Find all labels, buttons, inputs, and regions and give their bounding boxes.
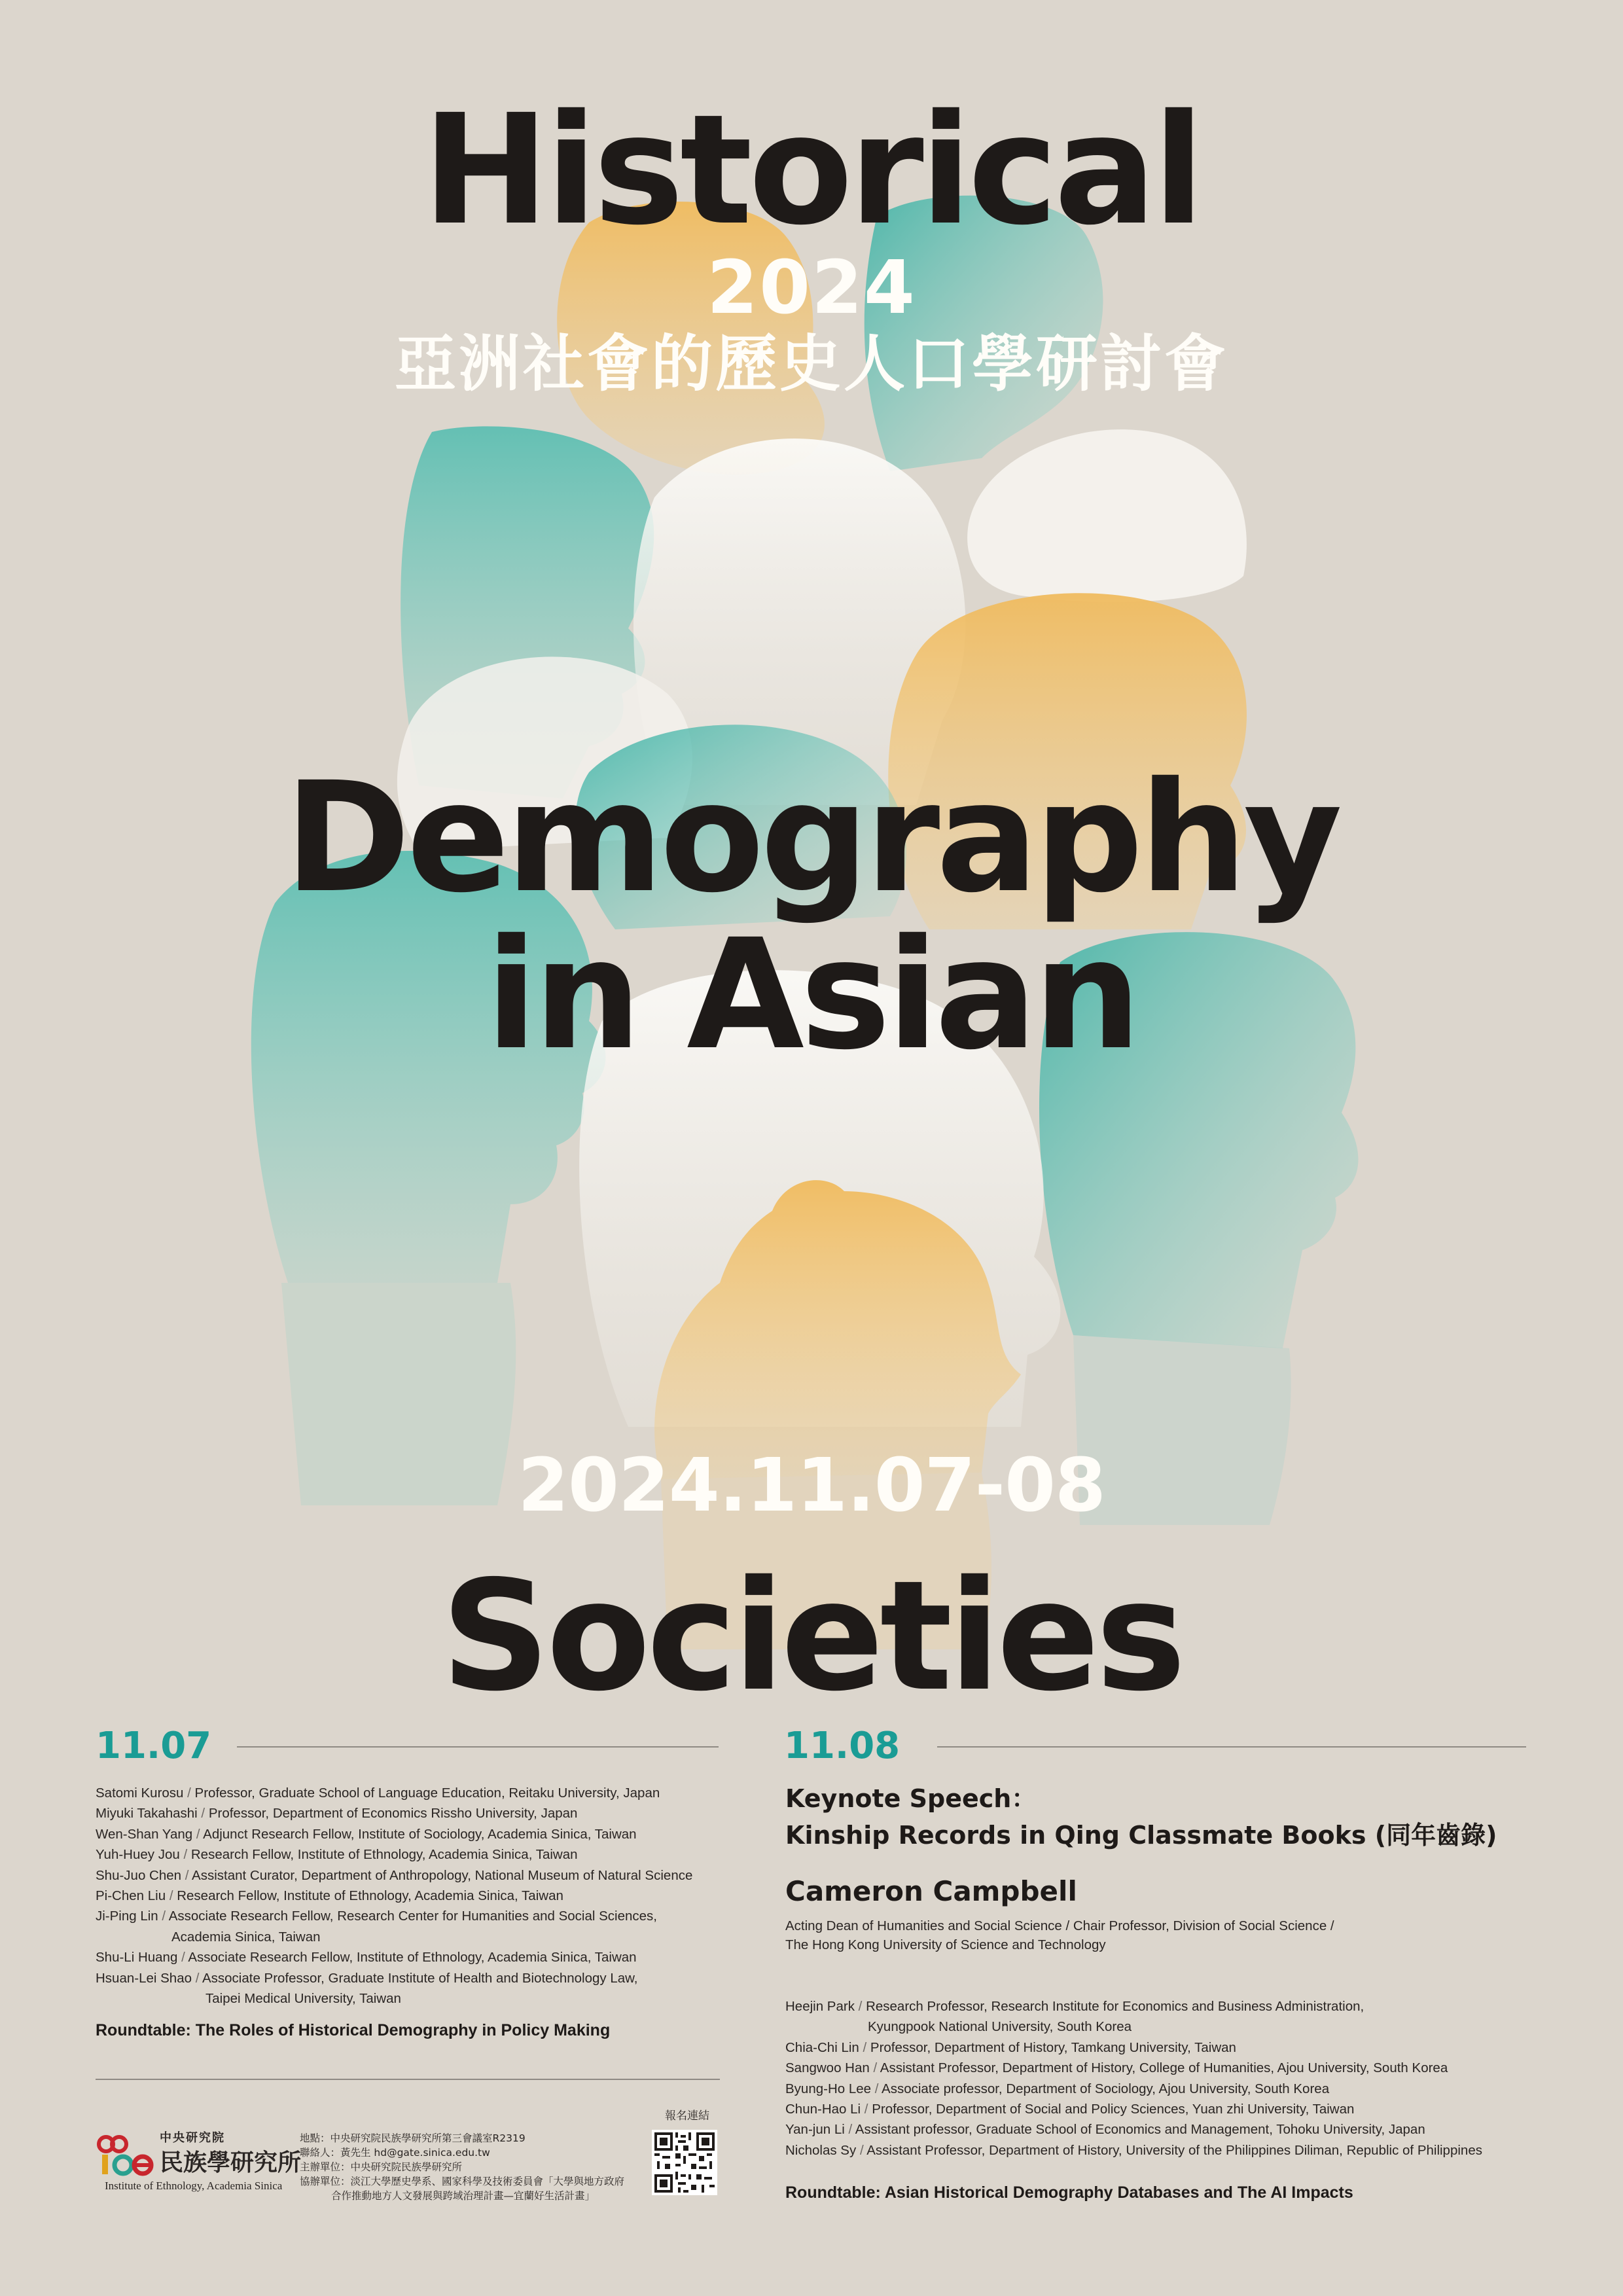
list-item: Byung-Ho Lee / Associate professor, Department of Sociology, Ajou University, South Korea xyxy=(785,2081,1330,2096)
day2-participant-list xyxy=(785,1996,1482,2161)
list-item: Wen-Shan Yang / Adjunct Research Fellow, Institute of Sociology, Academia Sinica, Taiwan xyxy=(96,1826,637,1842)
list-item: Satomi Kurosu / Professor, Graduate School of Language Education, Reitaku University, Japan xyxy=(96,1785,660,1801)
list-item: Shu-Li Huang / Associate Research Fellow, Institute of Ethnology, Academia Sinica, Taiwan xyxy=(96,1950,637,1965)
list-item: Shu-Juo Chen / Assistant Curator, Department of Anthropology, National Museum of Natural Science xyxy=(96,1867,693,1883)
contact-info: 聯絡人：黃先生 hd@gate.sinica.edu.tw xyxy=(300,2147,490,2159)
keynote-label: Keynote Speech： xyxy=(785,1784,1037,1813)
list-item: Miyuki Takahashi / Professor, Department of Economics Rissho University, Japan xyxy=(96,1806,578,1821)
keynote-speaker-affiliation xyxy=(785,1916,1334,1954)
list-item: Sangwoo Han / Assistant Professor, Department of History, College of Humanities, Ajou University, South Korea xyxy=(785,2060,1448,2076)
title-in-asian: in Asian xyxy=(485,906,1138,1083)
affiliation-line: The Hong Kong University of Science and Technology xyxy=(785,1937,1106,1952)
event-year: 2024 xyxy=(707,245,916,331)
list-item-continued: Academia Sinica, Taiwan xyxy=(171,1929,321,1945)
organizer: 主辦單位：中央研究院民族學研究所 xyxy=(300,2161,463,2173)
affiliation-line: Acting Dean of Humanities and Social Science / Chair Professor, Division of Social Science / xyxy=(785,1918,1334,1933)
title-societies: Societies xyxy=(440,1548,1183,1725)
list-item-continued: Taipei Medical University, Taiwan xyxy=(205,1991,401,2007)
title-demography: Demography xyxy=(284,749,1339,926)
registration-qr-code[interactable] xyxy=(652,2130,717,2195)
keynote-title: Kinship Records in Qing Classmate Books (同年齒錄) xyxy=(785,1821,1497,1850)
ioe-logo-icon xyxy=(96,2131,158,2178)
day2-roundtable: Roundtable: Asian Historical Demography Databases and The AI Impacts xyxy=(785,2183,1353,2202)
logo-text-institute-cn: 民族學研究所 xyxy=(160,2149,302,2176)
list-item: Chun-Hao Li / Professor, Department of Social and Policy Sciences, Yuan zhi University, Taiwan xyxy=(785,2102,1355,2117)
title-chinese: 亞洲社會的歷史人口學研討會 xyxy=(394,329,1228,400)
list-item: Chia-Chi Lin / Professor, Department of History, Tamkang University, Taiwan xyxy=(785,2039,1236,2055)
keynote-speaker-name: Cameron Campbell xyxy=(785,1875,1077,1907)
co-organizer-continued: 合作推動地方人文發展與跨域治理計畫—宜蘭好生活計畫」 xyxy=(331,2190,596,2202)
list-item: Hsuan-Lei Shao / Associate Professor, Graduate Institute of Health and Biotechnology Law, xyxy=(96,1970,638,1986)
logo-text-academia: 中央研究院 xyxy=(160,2131,225,2145)
list-item: Yuh-Huey Jou / Research Fellow, Institute of Ethnology, Academia Sinica, Taiwan xyxy=(96,1847,578,1863)
registration-label: 報名連結 xyxy=(665,2109,709,2123)
list-item: Heejin Park / Research Professor, Research Institute for Economics and Business Administration, xyxy=(785,1999,1364,2014)
event-info xyxy=(300,2131,624,2203)
day1-heading: 11.07 xyxy=(96,1725,212,1767)
footer-divider xyxy=(96,2079,720,2080)
venue-address: 地點：中央研究院民族學研究所第三會議室R2319 xyxy=(300,2132,526,2144)
day1-divider xyxy=(237,1746,719,1748)
event-dates: 2024.11.07-08 xyxy=(518,1443,1105,1528)
logo-text-institute-en: Institute of Ethnology, Academia Sinica xyxy=(105,2179,283,2192)
institute-logo xyxy=(96,2128,302,2200)
day1-roundtable: Roundtable: The Roles of Historical Demography in Policy Making xyxy=(96,2021,611,2039)
list-item: Yan-jun Li / Assistant professor, Graduate School of Economics and Management, Tohoku University, Japan xyxy=(785,2122,1425,2138)
day2-divider xyxy=(937,1746,1526,1748)
day2-heading: 11.08 xyxy=(784,1725,901,1767)
list-item: Nicholas Sy / Assistant Professor, Department of History, University of the Philippines Diliman, Republic of Philippines xyxy=(785,2142,1482,2158)
list-item: Pi-Chen Liu / Research Fellow, Institute of Ethnology, Academia Sinica, Taiwan xyxy=(96,1888,563,1904)
list-item-continued: Kyungpook National University, South Korea xyxy=(868,2019,1132,2035)
title-historical: Historical xyxy=(422,82,1201,259)
co-organizer: 協辦單位：淡江大學歷史學系、國家科學及技術委員會「大學與地方政府 xyxy=(300,2176,625,2187)
list-item: Ji-Ping Lin / Associate Research Fellow, Research Center for Humanities and Social Sciences, xyxy=(96,1909,658,1924)
day1-participant-list xyxy=(96,1783,692,2009)
